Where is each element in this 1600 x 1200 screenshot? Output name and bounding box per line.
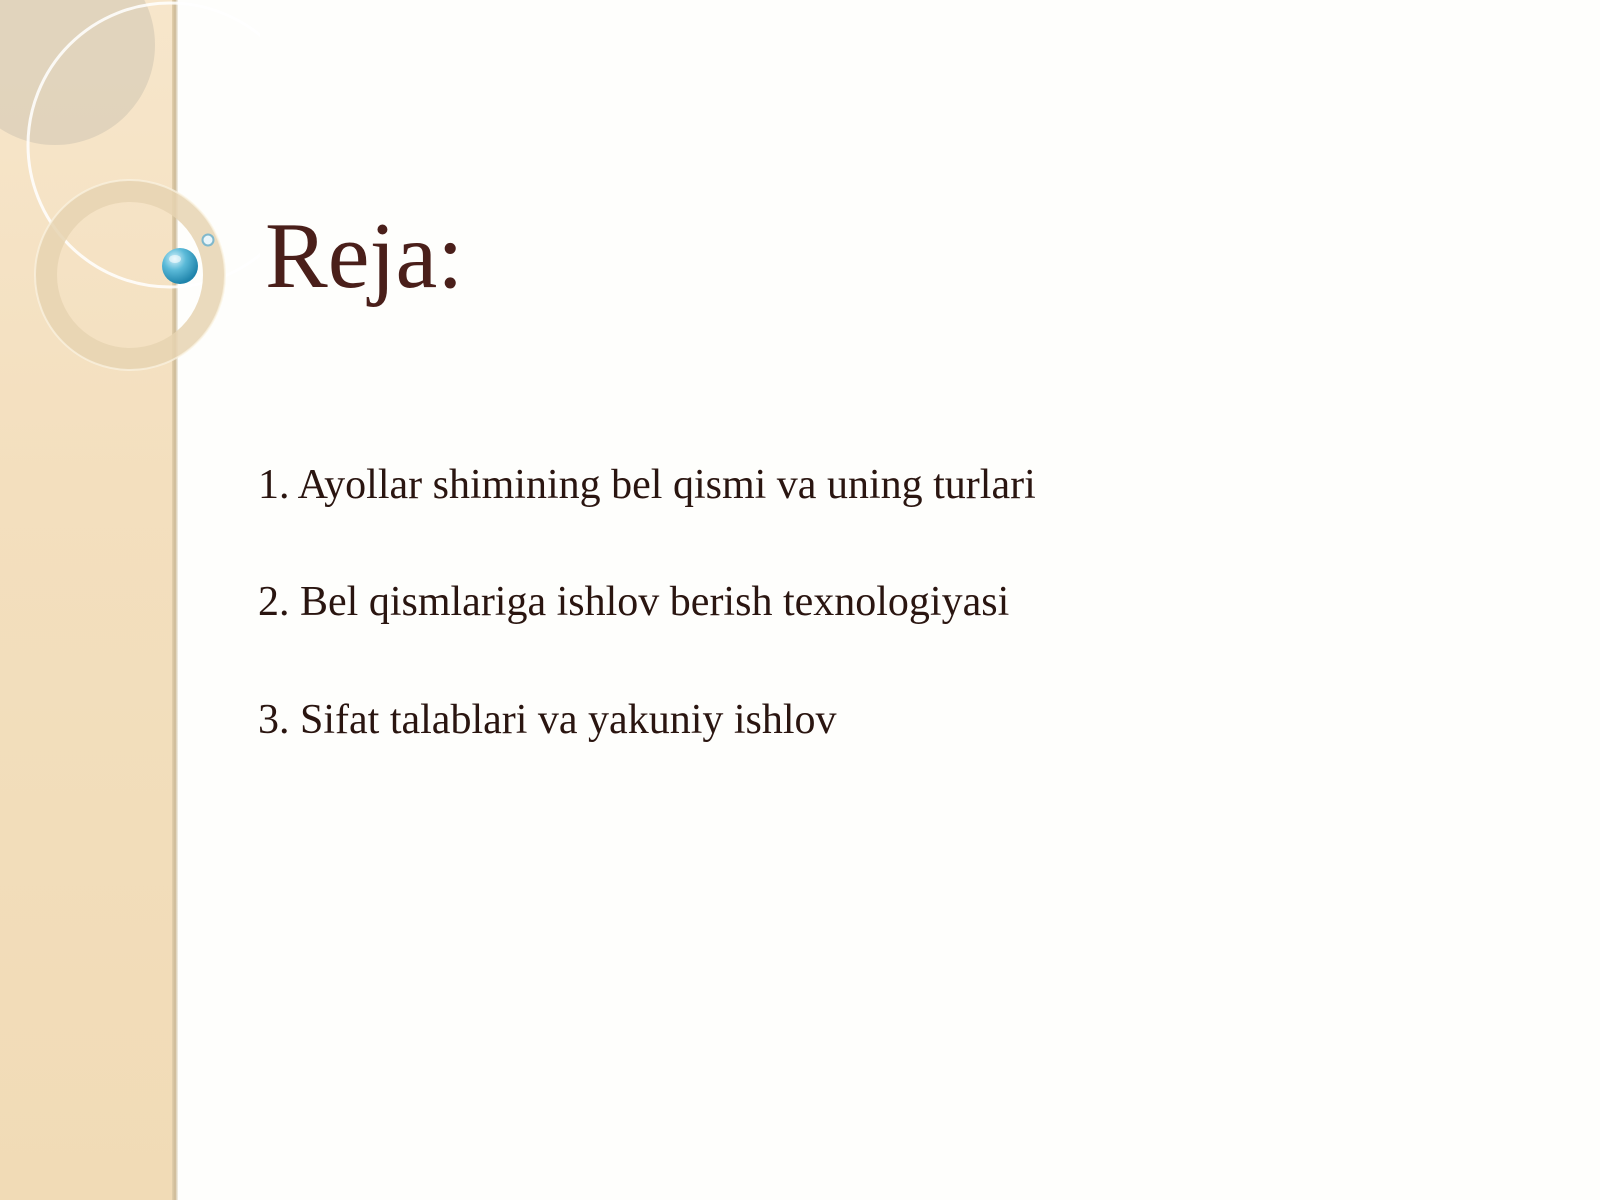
grey-disc	[0, 0, 155, 145]
plan-item-3: 3. Sifat talablari va yakuniy ishlov	[258, 696, 837, 743]
plan-item-2: 2. Bel qismlariga ishlov berish texnologiyasi	[258, 579, 1010, 626]
slide-title: Reja:	[265, 204, 464, 308]
blue-bubble-icon	[162, 248, 198, 284]
small-bubble-icon	[203, 235, 214, 246]
decorative-rings	[0, 0, 260, 420]
plan-list	[258, 460, 1036, 812]
beige-ring-outline	[35, 180, 225, 370]
bubble-highlight	[169, 255, 181, 263]
plan-item-1: 1. Ayollar shimining bel qismi va uning turlari	[258, 462, 1036, 508]
